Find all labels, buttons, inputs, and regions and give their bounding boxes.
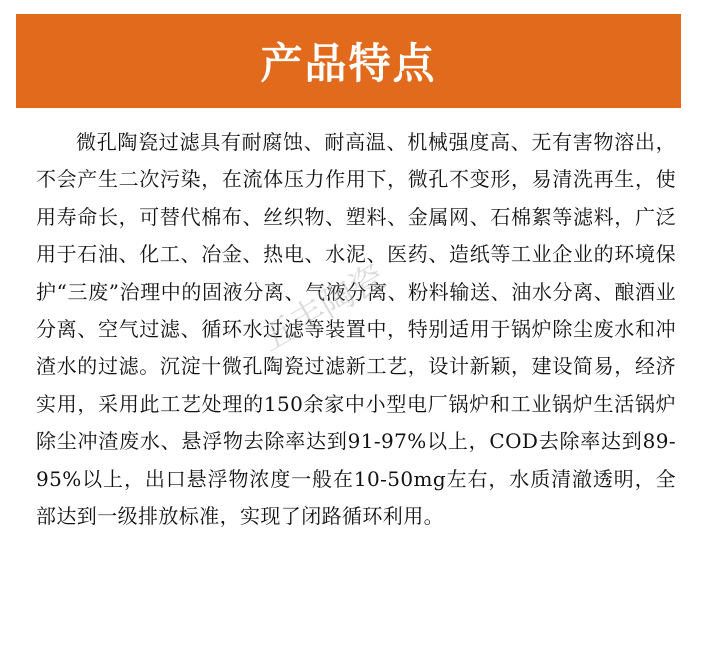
title-banner bbox=[16, 14, 681, 108]
description-paragraph: 微孔陶瓷过滤具有耐腐蚀、耐高温、机械强度高、无有害物溶出，不会产生二次污染，在流体压力作用下，微孔不变形，易清洗再生，使用寿命长，可替代棉布、丝织物、塑料、金属网、石棉絮等滤料，广泛用于石油、化工、冶金、热电、水泥、医药、造纸等工业企业的环境保护“三废”治理中的固液分离、气液分离、粉料输送、油水分离、酿酒业分离、空气过滤、循环水过滤等装置中，特别适用于锅炉除尘废水和冲渣水的过滤。沉淀十微孔陶瓷过滤新工艺，设计新颖，建设简易，经济实用，采用此工艺处理的150余家中小型电厂锅炉和工业锅炉生活锅炉除尘冲渣废水、悬浮物去除率达到91-97%以上，COD去除率达到89-95%以上，出口悬浮物浓度一般在10-50mg左右，水质清澈透明，全部达到一级排放标准，实现了闭路循环利用。 bbox=[36, 130, 676, 529]
watermark: 五丰陶瓷 bbox=[254, 256, 392, 360]
page-title: 产品特点 bbox=[260, 39, 437, 88]
